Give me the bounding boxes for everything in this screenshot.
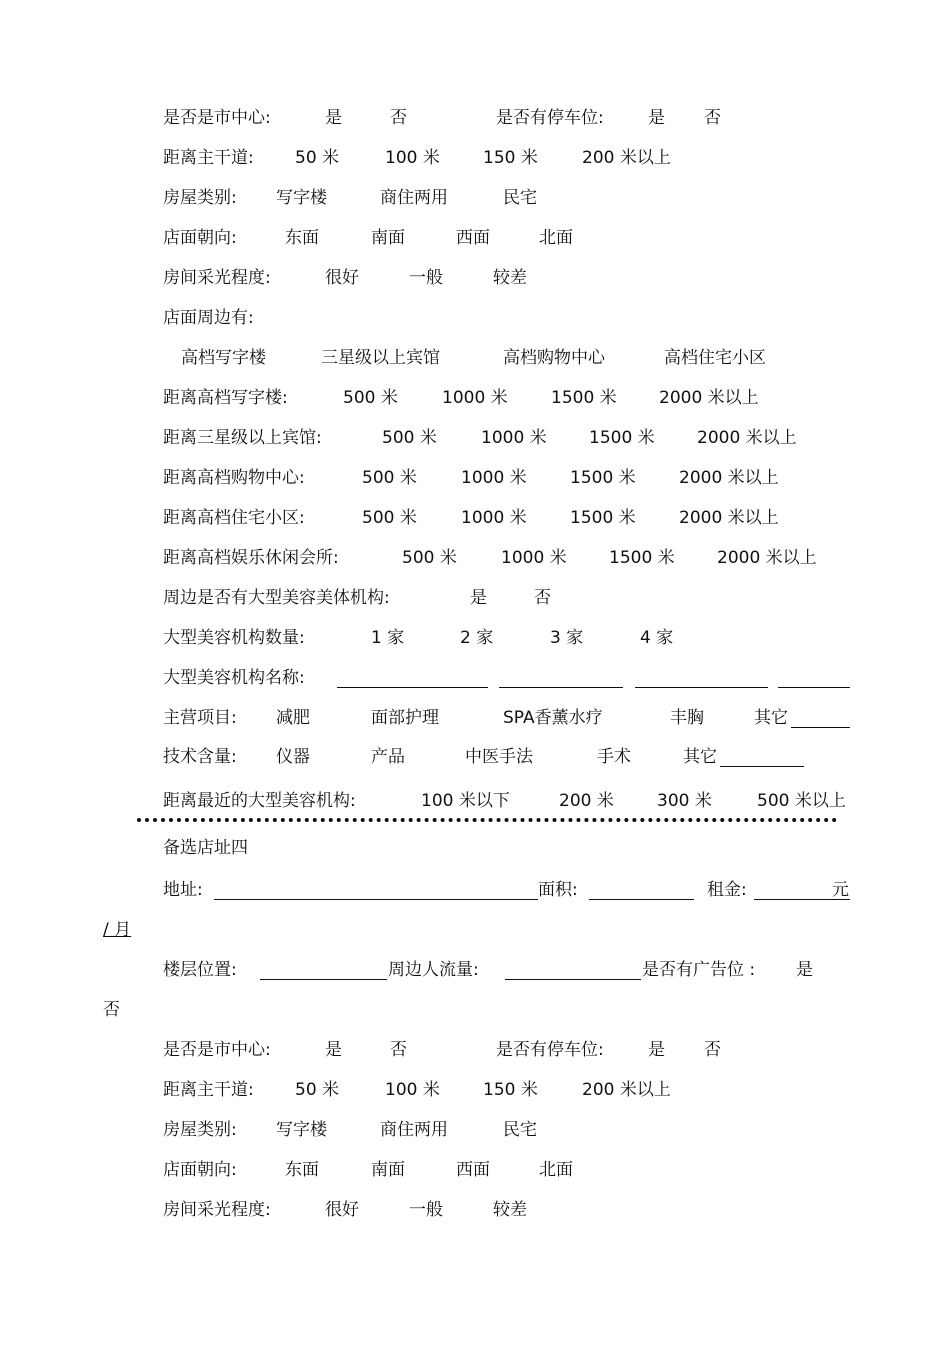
option[interactable]: 1000 米 (461, 468, 527, 488)
rent-unit: 元 (832, 880, 849, 900)
field-label: 距离高档购物中心: (163, 468, 305, 488)
option[interactable]: 民宅 (503, 1120, 537, 1140)
field-label: 距离三星级以上宾馆: (163, 428, 322, 448)
option[interactable]: 较差 (493, 1200, 527, 1220)
option[interactable]: 1000 米 (501, 548, 567, 568)
option[interactable]: 2 家 (460, 628, 494, 648)
option[interactable]: 很好 (325, 268, 359, 288)
option[interactable]: 一般 (409, 1200, 443, 1220)
field-label: 房屋类别: (163, 188, 237, 208)
option[interactable]: 南面 (371, 1160, 405, 1180)
option[interactable]: 中医手法 (465, 747, 533, 767)
option[interactable]: 100 米以下 (421, 791, 510, 811)
option[interactable]: 1 家 (371, 628, 405, 648)
field-label: 楼层位置: (163, 960, 237, 980)
field-label: 主营项目: (163, 708, 237, 728)
option[interactable]: 4 家 (640, 628, 674, 648)
field-label: 技术含量: (163, 747, 237, 767)
option-no[interactable]: 否 (534, 588, 551, 608)
option[interactable]: 其它 (754, 708, 788, 728)
field-label: 周边人流量: (388, 960, 479, 980)
option[interactable]: 200 米 (559, 791, 614, 811)
option[interactable]: 2000 米以上 (717, 548, 817, 568)
option[interactable]: 1000 米 (461, 508, 527, 528)
option-yes[interactable]: 是 (325, 1040, 342, 1060)
field-label: 大型美容机构数量: (163, 628, 305, 648)
option-no[interactable]: 否 (390, 1040, 407, 1060)
option-yes[interactable]: 是 (648, 108, 665, 128)
option[interactable]: 1500 米 (609, 548, 675, 568)
option[interactable]: 500 米 (362, 508, 417, 528)
option[interactable]: 手术 (597, 747, 631, 767)
option[interactable]: 高档写字楼 (181, 348, 266, 368)
option-no[interactable]: 否 (704, 1040, 721, 1060)
beauty-name-blank-4[interactable] (778, 687, 850, 688)
option[interactable]: 东面 (285, 1160, 319, 1180)
field-label: 周边是否有大型美容美体机构: (163, 588, 390, 608)
option[interactable]: 民宅 (503, 188, 537, 208)
option[interactable]: 西面 (456, 1160, 490, 1180)
option[interactable]: 很好 (325, 1200, 359, 1220)
option[interactable]: 高档住宅小区 (664, 348, 766, 368)
option[interactable]: 北面 (539, 228, 573, 248)
address-blank[interactable] (214, 899, 538, 900)
option[interactable]: 150 米 (483, 1080, 538, 1100)
field-label: 距离高档写字楼: (163, 388, 288, 408)
field-label: 房间采光程度: (163, 1200, 271, 1220)
option[interactable]: 500 米 (362, 468, 417, 488)
option[interactable]: 1000 米 (442, 388, 508, 408)
option[interactable]: 50 米 (295, 1080, 340, 1100)
dotted-separator (137, 818, 837, 822)
option[interactable]: 东面 (285, 228, 319, 248)
option[interactable]: 一般 (409, 268, 443, 288)
option-no[interactable]: 否 (390, 108, 407, 128)
other-blank[interactable] (791, 727, 850, 728)
option[interactable]: 500 米 (382, 428, 437, 448)
area-blank[interactable] (589, 899, 694, 900)
option[interactable]: 2000 米以上 (659, 388, 759, 408)
option[interactable]: 1500 米 (570, 508, 636, 528)
field-label: 租金: (707, 880, 747, 900)
beauty-name-blank-2[interactable] (499, 687, 623, 688)
option[interactable]: 2000 米以上 (697, 428, 797, 448)
option[interactable]: 2000 米以上 (679, 468, 779, 488)
option[interactable]: 其它 (683, 747, 717, 767)
field-label: 是否有停车位: (496, 108, 604, 128)
option[interactable]: 1500 米 (570, 468, 636, 488)
field-label: 店面周边有: (163, 308, 254, 328)
option-no[interactable]: 否 (704, 108, 721, 128)
option-yes[interactable]: 是 (796, 960, 813, 980)
option[interactable]: 写字楼 (276, 1120, 327, 1140)
rent-unit: / 月 (103, 920, 132, 940)
field-label: 距离主干道: (163, 1080, 254, 1100)
option[interactable]: 1000 米 (481, 428, 547, 448)
option[interactable]: 100 米 (385, 1080, 440, 1100)
field-label: 房间采光程度: (163, 268, 271, 288)
field-label: 是否有停车位: (496, 1040, 604, 1060)
option[interactable]: 丰胸 (670, 708, 704, 728)
beauty-name-blank-3[interactable] (635, 687, 768, 688)
option[interactable]: 500 米 (343, 388, 398, 408)
option[interactable]: 2000 米以上 (679, 508, 779, 528)
option[interactable]: 300 米 (657, 791, 712, 811)
option[interactable]: 200 米以上 (582, 148, 671, 168)
option-yes[interactable]: 是 (470, 588, 487, 608)
option[interactable]: 西面 (456, 228, 490, 248)
option[interactable]: 商住两用 (380, 1120, 448, 1140)
option[interactable]: 三星级以上宾馆 (321, 348, 440, 368)
rent-blank[interactable] (754, 899, 850, 900)
option[interactable]: 3 家 (550, 628, 584, 648)
option[interactable]: 500 米 (402, 548, 457, 568)
option[interactable]: 较差 (493, 268, 527, 288)
field-label: 店面朝向: (163, 228, 237, 248)
option[interactable]: 北面 (539, 1160, 573, 1180)
option[interactable]: 减肥 (276, 708, 310, 728)
field-label: 房屋类别: (163, 1120, 237, 1140)
option-yes[interactable]: 是 (325, 108, 342, 128)
traffic-blank[interactable] (505, 979, 641, 980)
beauty-name-blank-1[interactable] (337, 687, 488, 688)
option[interactable]: 200 米以上 (582, 1080, 671, 1100)
field-label: 面积: (538, 880, 578, 900)
other-blank[interactable] (720, 766, 804, 767)
option[interactable]: 100 米 (385, 148, 440, 168)
option[interactable]: 仪器 (276, 747, 310, 767)
field-label: 地址: (163, 880, 203, 900)
floor-blank[interactable] (260, 979, 387, 980)
field-label: 距离高档住宅小区: (163, 508, 305, 528)
field-label: 大型美容机构名称: (163, 668, 305, 688)
option[interactable]: 高档购物中心 (503, 348, 605, 368)
option[interactable]: 写字楼 (276, 188, 327, 208)
option-no[interactable]: 否 (103, 1000, 120, 1020)
field-label: 距离主干道: (163, 148, 254, 168)
field-label: 距离最近的大型美容机构: (163, 791, 356, 811)
field-label: 距离高档娱乐休闲会所: (163, 548, 339, 568)
field-label: 是否有广告位 : (642, 960, 756, 980)
option[interactable]: SPA香薰水疗 (503, 708, 603, 728)
option[interactable]: 500 米以上 (757, 791, 846, 811)
option[interactable]: 50 米 (295, 148, 340, 168)
field-label: 是否是市中心: (163, 1040, 271, 1060)
field-label: 是否是市中心: (163, 108, 271, 128)
field-label: 店面朝向: (163, 1160, 237, 1180)
option[interactable]: 1500 米 (551, 388, 617, 408)
option-yes[interactable]: 是 (648, 1040, 665, 1060)
option[interactable]: 150 米 (483, 148, 538, 168)
option[interactable]: 商住两用 (380, 188, 448, 208)
option[interactable]: 产品 (371, 747, 405, 767)
section-title: 备选店址四 (163, 838, 248, 858)
option[interactable]: 1500 米 (589, 428, 655, 448)
option[interactable]: 面部护理 (371, 708, 439, 728)
option[interactable]: 南面 (371, 228, 405, 248)
